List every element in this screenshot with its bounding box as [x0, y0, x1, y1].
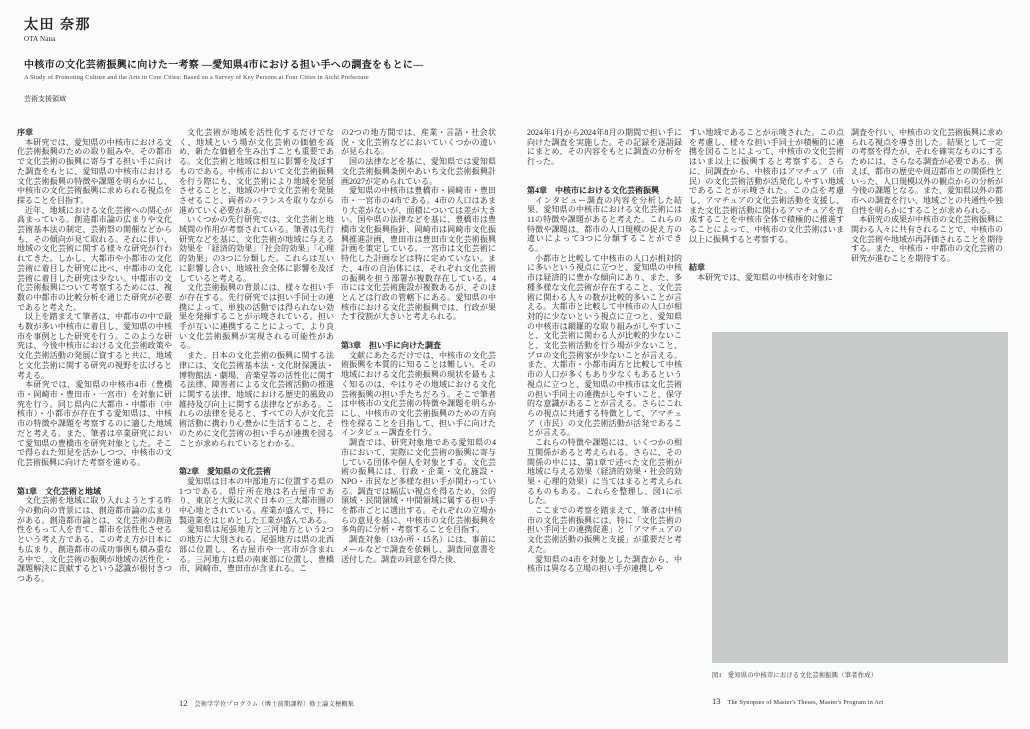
- figure-1-caption: [712, 670, 1012, 679]
- body-paragraph: 愛知県は尾張地方と三河地方という2つの地方に大別される。尾張地方は県の北西部に位置し、名古屋市や一宮市が含まれる。三河地方は県の南東部に位置し、豊橋市、岡崎市、豊田市が含まれる。こ: [179, 525, 334, 574]
- body-paragraph: 本研究の成果が中核市の文化芸術振興に関わる人々に共有されることで、中核市の文化芸術や地域が再評価されることを期待する。また、中核市・中都市の文化芸術の研究が進むことを期待する。: [851, 215, 1003, 264]
- left-page-footer: [179, 698, 354, 708]
- author-name-en: OTA Nana: [24, 35, 56, 43]
- body-paragraph: 小都市と比較して中核市の人口が相対的に多いという視点に立つと、愛知県の中核市は経済的に豊かな傾向にあり、また、多種多様な文化芸術が存在すること、文化芸術に関わる人々の数が比較的多いことが言える。大都市と比較して中核市の人口が相対的に少ないという視点に立つと、愛知県の中核市は網羅的な取り組みがしやすいこと、文化芸術に関わる人が比較的少ないこと、文化芸術活動を行う場が少ないこと、プロの文化芸術家が少ないことが言える。また、大都市・小都市両方と比較して中核市の人口が多くもあり少なくもあるという視点に立つと、愛知県の中核市は文化芸術の担い手同士の連携がしやすいこと、保守的な意識があることが言える。さらにこれらの視点に共通する特徴として、アマチュア（市民）の文化芸術活動が活発であることが言える。: [527, 253, 682, 438]
- paper-title-ja: 中核市の文化芸術振興に向けた一考察 ―愛知県4市における担い手への調査をもとに―: [24, 60, 424, 71]
- body-paragraph: 愛知県は日本の中部地方に位置する県の1つである。県庁所在地は名古屋市であり、東京と大阪に次ぐ日本の三大都市圏の中心地とされている。産業が盛んで、特に製造業をはじめとした工業が盛んである。: [179, 476, 334, 525]
- left-page-column-2: [179, 128, 334, 690]
- right-page-footer: [712, 696, 883, 706]
- body-paragraph-continued: 調査を行い、中核市の文化芸術振興に求められる視点を導き出した。結果として一定の考察を得たが、それを確実なものにするためには、さらなる調査が必要である。例えば、都市の歴史や周辺都市との関係性といった、人口規模以外の観点からの分析が今後の課題となる。また、愛知県以外の都市への調査を行い、地域ごとの共通性や独自性を明らかにすることが求められる。: [851, 128, 1003, 215]
- body-paragraph-continued: すい地域であることが示唆された。この点を考慮し、様々な担い手同士が積極的に連携を図ることによって、中核市の文化芸術はいま以上に振興すると考察する。さらに、同調査から、中核市はアマチュア（市民）の文化芸術活動が活発化しやすい地域であることが示唆された。この点を考慮し、アマチュアの文化芸術活動を支援し、また文化芸術活動に関わるアマチュアを育成することを中核市全体で積極的に推進することによって、中核市の文化芸術はいま以上に振興すると考察する。: [689, 128, 844, 244]
- body-paragraph: 近年、地域における文化芸術への関心が高まっている。創造都市論の広まりや文化芸術基本法の制定、芸術祭の開催などからも、その傾向が見て取れる。それに伴い、地域の文化芸術に関する様々な研究が行われてきた。しかし、大都市や小都市の文化芸術に着目した研究に比べ、中都市の文化芸術に着目した研究は少ない。中都市の文化芸術振興について考察するためには、複数の中都市の比較分析を通じた研究が必要であると考えた。: [17, 205, 172, 312]
- right-page-column-1: [527, 128, 682, 690]
- body-paragraph: 国の法律などを基に、愛知県では愛知県文化芸術振興条例やあいち文化芸術振興計画2027が定められている。: [341, 157, 496, 186]
- section-heading-ch1: 第1章 文化芸術と地域: [17, 486, 101, 496]
- figure-1-caption-text: 愛知県の中核市における文化芸術振興（筆者作成）: [727, 672, 878, 679]
- right-page-column-3: [851, 128, 1003, 323]
- body-paragraph: 本研究では、愛知県の中核市4市（豊橋市・岡崎市・豊田市・一宮市）を対象に研究を行う。同じ県内に大都市・中都市（中核市）・小都市が存在する愛知県は、中核市の特徴や課題を考察するのに適した地域だと考える。また、筆者は卒業研究において愛知県の豊橋市を研究対象とした。そこで得られた知見を活かしつつ、中核市の文化芸術振興に向けた考察を進める。: [17, 380, 172, 467]
- body-paragraph: 文化芸術振興の背景には、様々な担い手が存在する。先行研究では担い手同士の連携によって、単独の活動では得られない効果を発揮することが示唆されている。担い手が互いに連携することによって、より良い文化芸術振興が実現される可能性がある。: [179, 283, 334, 351]
- right-page-column-2: [689, 128, 844, 336]
- body-paragraph: また、日本の文化芸術の振興に関する法律には、文化芸術基本法・文化財保護法・博物館法・劇場、音楽堂等の活性化に関する法律、障害者による文化芸術活動の推進に関する法律、地域における歴史的風致の維持及び向上に関する法律などがある。これらの法律を見ると、すべての人が文化芸術活動に携わり心豊かに生活すること、そのために文化芸術の担い手らが連携を図ることが求められているとわかる。: [179, 351, 334, 448]
- section-heading-ch3: 第3章 担い手に向けた調査: [341, 341, 441, 351]
- footer-label-right: The Synopses of Master's Theses, Master's Program in Art: [727, 699, 884, 706]
- paper-header: [24, 14, 494, 104]
- author-name-ja: 太田 奈那: [24, 18, 91, 33]
- body-paragraph-continued: の2つの地方間では、産業・言語・社会状況・文化芸術などにおいていくつかの違いが見られる。: [341, 128, 496, 157]
- section-heading-ch2: 第2章 愛知県の文化芸術: [179, 467, 271, 477]
- page-number-left: 12: [179, 698, 188, 708]
- paper-title-en: A Study of Promoting Culture and the Arts in Core Cities: Based on a Survey of Key Persons at Four Cities in Aichi Prefecture: [24, 74, 369, 81]
- body-paragraph: 本研究では、愛知県の中核市を対象に: [697, 273, 833, 283]
- body-paragraph: 愛知県の中核市は豊橋市・岡崎市・豊田市・一宮市の4市である。4市の人口はあまり大差がないが、面積については差が大きい。国や県の法律などを基に、豊橋市は豊橋市文化振興指針、岡崎市は岡崎市文化振興推進計画、豊田市は豊田市文化芸術振興計画を策定している。一宮市は文化芸術に特化した計画などは特に定めていない。また、4市の自治体には、それぞれ文化芸術の振興を担う部署が複数存在している。4市には文化芸術施設が複数あるが、そのほとんどは行政の管轄下にある。愛知県の中核市における文化芸術振興では、行政が果たす役割が大きいと考えられる。: [341, 186, 496, 322]
- page-number-right: 13: [712, 696, 721, 706]
- section-heading-intro: 序章: [17, 128, 33, 137]
- body-paragraph: 文化芸術を地域に取り入れようとする昨今の動向の背景には、創造都市論の広まりがある。創造都市論とは、文化芸術の創造性をもって人を育て、都市を活性化させるという考え方である。この考え方が日本にも広まり、創造都市の成功事例も積み重なる中で、文化芸術の振興が地域の活性化・課題解決に貢献するという認識が根付きつつある。: [17, 496, 172, 583]
- body-paragraph: ここまでの考察を踏まえて、筆者は中核市の文化芸術振興には、特に「文化芸術の担い手同士の連携促進」と「アマチュアの文化芸術活動の振興と支援」が重要だと考えた。: [527, 506, 682, 554]
- figure-1-image: [712, 332, 1008, 663]
- body-paragraph: 調査対象（13か所・15名）には、事前にメールなどで調査を依頼し、調査同意書を送付した。調査の同意を得た後、: [341, 535, 496, 564]
- body-paragraph: 本研究では、愛知県の中核市における文化芸術振興のための取り組みや、その都市で文化芸術の振興に寄与する担い手に向けた調査をもとに、愛知県の中核市における文化芸術振興の特徴や課題を明らかにし、中核市の文化芸術振興に求められる視点を探ることを目指す。: [17, 137, 172, 205]
- section-heading-conclusion: 結章: [689, 263, 705, 273]
- footer-label-left: 芸術学学位プログラム（博士前期課程）修士論文梗概集: [194, 701, 355, 708]
- left-page-column-1: [17, 128, 172, 690]
- figure-1-label: 図1: [712, 672, 722, 679]
- body-paragraph: 文化芸術が地域を活性化するだけでなく、地域という場が文化芸術の価値を高め、新たな価値を生み出すことも重要である。文化芸術と地域は相互に影響を及ぼすものである。中核市において文化芸術振興を行う際にも、文化芸術により地域を発展させることと、地域の中で文化芸術を発展させること、両者のバランスを取りながら進めていく必要がある。: [179, 128, 334, 215]
- body-paragraph: いくつかの先行研究では、文化芸術と地域間の作用が考察されている。筆者は先行研究などを基に、文化芸術が地域に与える効果を「経済的効果」「社会的効果」「心理的効果」の3つに分類した。これらは互いに影響し合い、地域社会全体に影響を及ぼしていると考える。: [179, 215, 334, 283]
- body-paragraph: 文献にあたるだけでは、中核市の文化芸術振興を本質的に知ることは難しい。その地域における文化芸術振興の現状を最もよく知るのは、やはりその地域における文化芸術振興の担い手たちだろう。そこで筆者は中核市の文化芸術の特徴や課題を明らかにし、中核市の文化芸術振興のための方向性を探ることを目指して、担い手に向けたインタビュー調査を行う。: [341, 350, 496, 438]
- body-paragraph: インタビュー調査の内容を分析した結果、愛知県の中核市における文化芸術には11の特徴や課題があると考えた。これらの特徴や課題は、都市の人口規模の捉え方の違いによって3つに分類することができる。: [527, 195, 682, 254]
- body-paragraph-continued: 2024年1月から2024年8月の期間で担い手に向けた調査を実施した。その記録を逐語録にまとめ、その内容をもとに調査の分析を行った。: [527, 128, 682, 167]
- body-paragraph: 調査では、研究対象地である愛知県の4市において、実際に文化芸術の振興に寄与している団体や個人を対象とする。文化芸術の振興には、行政・企業・文化施設・NPO・市民など多様な担い手が関わっている。調査では幅広い視点を得るため、公的領域・民間領域・中間領域に属する担い手を都市ごとに選出する。それぞれの立場からの意見を基に、中核市の文化芸術振興を多角的に分析・考察することを目指す。: [341, 438, 496, 535]
- body-paragraph: これらの特徴や課題には、いくつかの相互関係があると考えられる。さらに、その関係の中には、第1章で述べた文化芸術が地域に与える効果（経済的効果・社会的効果・心理的効果）に当てはまると考えられるものもある。これらを整理し、図1に示した。: [527, 438, 682, 506]
- body-paragraph: 以上を踏まえて筆者は、中都市の中で最も数が多い中核市に着目し、愛知県の中核市を事例とした研究を行う。このような研究は、今後中核市における文化芸術政策や文化芸術活動の発展に資すると共に、地域と文化芸術に関する研究の視野を広げると考える。: [17, 312, 172, 380]
- research-field-label: 芸術支援領域: [24, 95, 66, 103]
- body-paragraph: 愛知県の4市を対象とした調査から、中核市は異なる立場の担い手が連携しや: [527, 554, 682, 574]
- left-page-column-3: [341, 128, 496, 690]
- section-heading-ch4: 第4章 中核市における文化芸術振興: [527, 185, 659, 195]
